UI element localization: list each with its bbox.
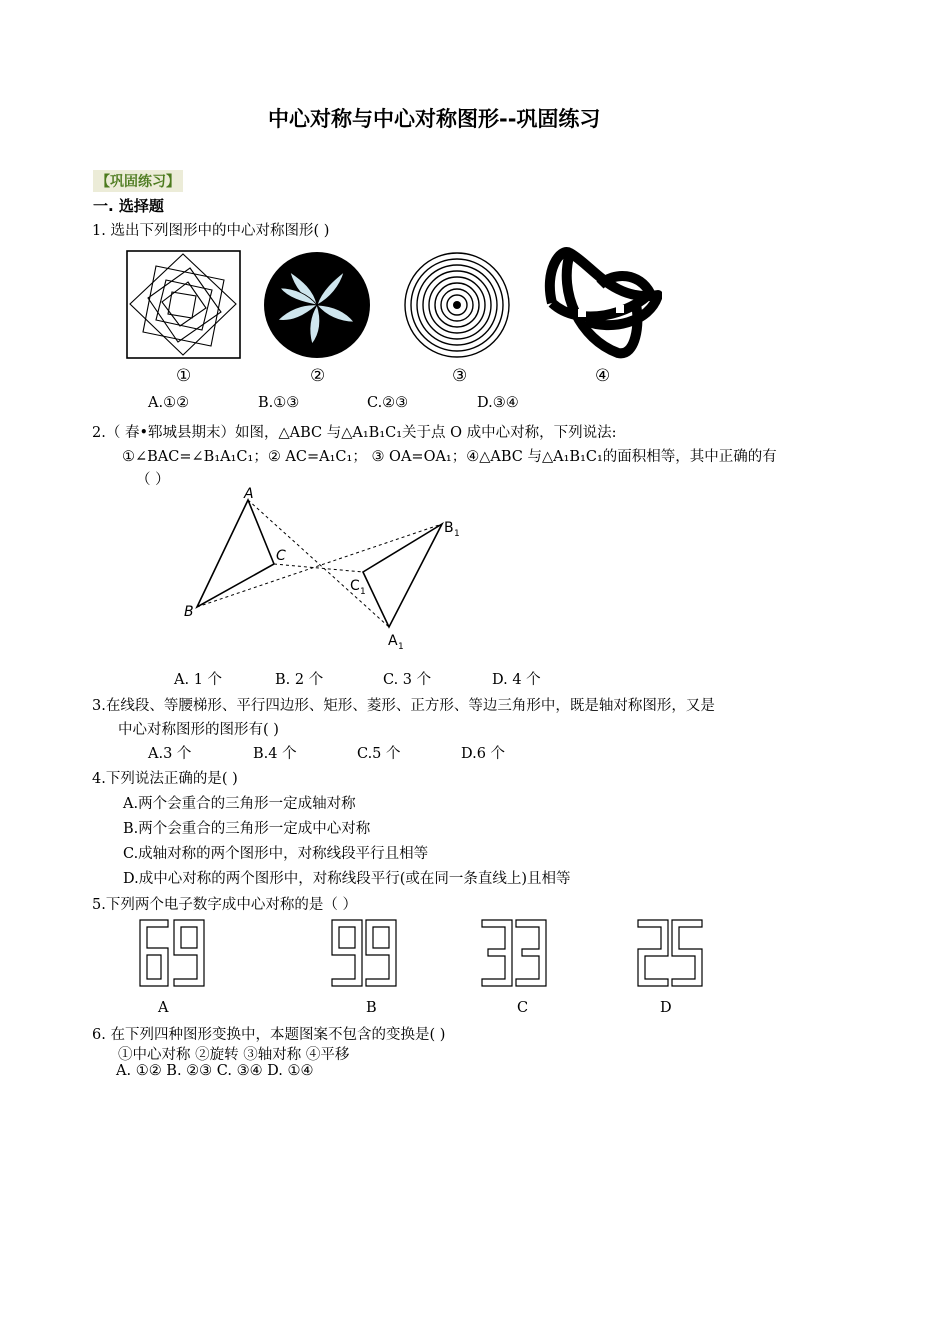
label-A: A bbox=[244, 486, 254, 502]
q5-digit-pair-a bbox=[138, 918, 206, 988]
q1-figure-2 bbox=[262, 250, 372, 360]
page-title: 中心对称与中心对称图形--巩固练习 bbox=[268, 107, 601, 131]
label-C1-sub: 1 bbox=[360, 587, 366, 597]
label-B1: B bbox=[444, 520, 454, 536]
q1-label-4: ④ bbox=[595, 366, 611, 386]
q2-option-a: A. 1 个 bbox=[174, 672, 223, 688]
label-A1-sub: 1 bbox=[398, 642, 404, 652]
q2-stem: 2.（ 春•郓城县期末）如图，△ABC 与△A₁B₁C₁关于点 O 成中心对称，下列说法: bbox=[92, 425, 617, 441]
q1-label-1: ① bbox=[176, 366, 192, 386]
q1-option-c: C.②③ bbox=[367, 395, 409, 411]
q4-option-d: D.成中心对称的两个图形中，对称线段平行(或在同一条直线上)且相等 bbox=[123, 871, 571, 887]
q3-option-c: C.5 个 bbox=[357, 746, 401, 762]
q1-option-d: D.③④ bbox=[477, 395, 519, 411]
q6-transforms: ①中心对称 ②旋转 ③轴对称 ④平移 bbox=[118, 1047, 350, 1063]
q4-option-a: A.两个会重合的三角形一定成轴对称 bbox=[123, 796, 356, 812]
q5-label-b: B bbox=[366, 1000, 377, 1016]
label-A1: A bbox=[388, 633, 398, 649]
q1-figure-4 bbox=[540, 243, 662, 361]
q1-stem: 1. 选出下列图形中的中心对称图形( ) bbox=[92, 223, 330, 239]
q3-stem: 3.在线段、等腰梯形、平行四边形、矩形、菱形、正方形、等边三角形中，既是轴对称图形，又是 bbox=[92, 698, 715, 714]
q2-option-d: D. 4 个 bbox=[492, 672, 541, 688]
q3-option-d: D.6 个 bbox=[461, 746, 506, 762]
q5-digit-pair-c bbox=[480, 918, 548, 988]
q1-figure-1 bbox=[126, 250, 242, 360]
q4-stem: 4.下列说法正确的是( ) bbox=[92, 771, 238, 787]
q5-label-d: D bbox=[660, 1000, 672, 1016]
q1-option-b: B.①③ bbox=[258, 395, 300, 411]
q1-label-3: ③ bbox=[452, 366, 468, 386]
q6-options: A. ①② B. ②③ C. ③④ D. ①④ bbox=[116, 1063, 314, 1079]
q5-label-c: C bbox=[517, 1000, 529, 1016]
q4-option-b: B.两个会重合的三角形一定成中心对称 bbox=[123, 821, 371, 837]
q5-digit-pair-d bbox=[636, 918, 704, 988]
label-C: C bbox=[276, 548, 286, 564]
q5-label-a: A bbox=[158, 1000, 169, 1016]
q1-label-2: ② bbox=[310, 366, 326, 386]
q2-option-c: C. 3 个 bbox=[383, 672, 432, 688]
q5-stem: 5.下列两个电子数字成中心对称的是（ ） bbox=[92, 897, 357, 913]
q5-digit-pair-b bbox=[330, 918, 398, 988]
q3-option-b: B.4 个 bbox=[253, 746, 297, 762]
q3-stem-2: 中心对称图形的图形有( ) bbox=[118, 722, 279, 738]
q2-option-b: B. 2 个 bbox=[275, 672, 324, 688]
q4-option-c: C.成轴对称的两个图形中，对称线段平行且相等 bbox=[123, 846, 429, 862]
q2-figure bbox=[176, 484, 476, 654]
section-tag: 【巩固练习】 bbox=[93, 170, 183, 192]
label-C1: C bbox=[350, 578, 360, 594]
q6-stem: 6. 在下列四种图形变换中，本题图案不包含的变换是( ) bbox=[92, 1027, 446, 1043]
q2-statements: ①∠BAC=∠B₁A₁C₁；② AC=A₁C₁； ③ OA=OA₁；④△ABC 与△A₁B₁C₁的面积相等，其中正确的有 bbox=[122, 449, 777, 465]
q3-option-a: A.3 个 bbox=[148, 746, 192, 762]
label-B1-sub: 1 bbox=[454, 529, 460, 539]
q2-paren: （ ） bbox=[136, 472, 170, 488]
q1-figure-3 bbox=[402, 250, 512, 360]
section-heading: 一. 选择题 bbox=[93, 197, 164, 215]
q1-option-a: A.①② bbox=[148, 395, 190, 411]
label-B: B bbox=[184, 604, 194, 620]
